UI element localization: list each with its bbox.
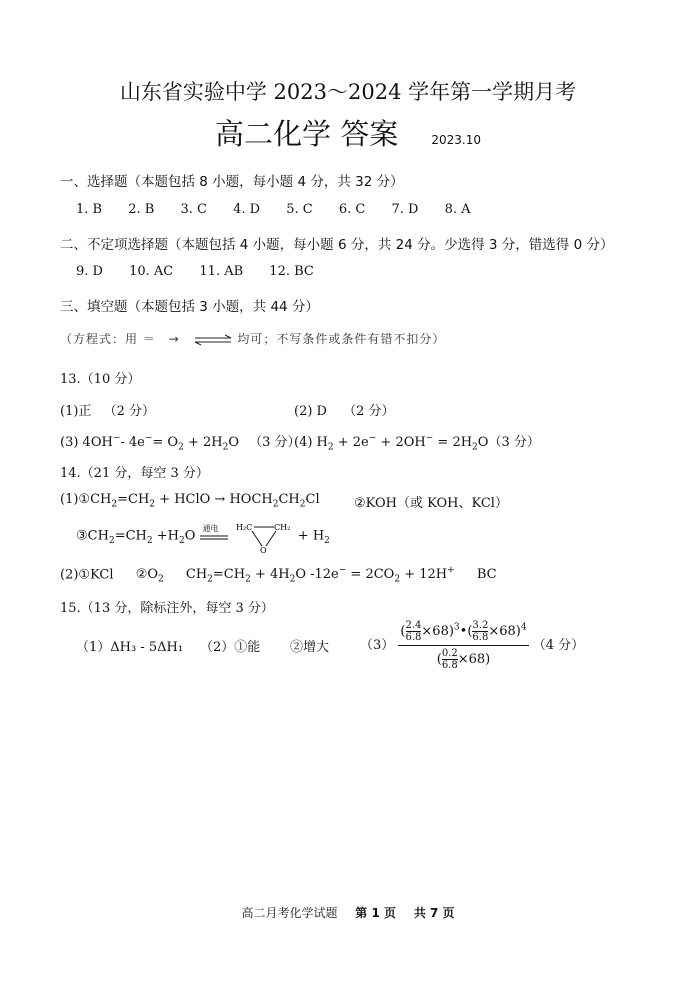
- q13-answer3: (3) 4OH−- $4e^-= O_2 + 2H_2O$ （3 分）: [60, 433, 301, 453]
- answer-item: 4. D: [233, 202, 261, 217]
- answer-item: 2. B: [128, 202, 155, 217]
- q15-answer1: （1）ΔH₃ - 5ΔH₁: [76, 640, 184, 655]
- svg-text:CH₂: CH₂: [273, 523, 290, 532]
- answer-item: 11. AB: [199, 264, 244, 279]
- q14-heading: 14.（21 分，每空 3 分）: [60, 466, 209, 481]
- epoxide-structure-icon: [234, 518, 294, 554]
- arrow-icon: [200, 527, 230, 545]
- answer-item: 6. C: [338, 202, 366, 217]
- single-arrow-icon: →: [168, 332, 180, 346]
- page-number: 第 1 页: [355, 906, 396, 920]
- q14-answer1-3: $③CH_2=CH_2 +H_2O$ 通电 H₂C CH₂ O + $H_2$: [76, 518, 330, 554]
- section2-answers: [76, 264, 336, 279]
- page-total: 共 7 页: [413, 906, 455, 920]
- answer-item: 9. D: [76, 264, 103, 279]
- svg-text:H₂C: H₂C: [235, 523, 252, 532]
- answer-item: 7. D: [391, 202, 419, 217]
- section2-heading: 二、不定项选择题（本题包括 4 小题，每小题 6 分，共 24 分。少选得 3 分，错选得 0 分）: [60, 237, 614, 253]
- q15-answer2: （2）①能: [200, 640, 261, 655]
- q15-answer3: ②增大: [290, 640, 330, 655]
- title-row: [0, 112, 696, 153]
- exam-date: 2023.10: [431, 133, 481, 147]
- electrolysis-arrow: 通电: [200, 527, 230, 545]
- section1-answers: [76, 202, 493, 217]
- answer-item: 12. BC: [269, 264, 314, 279]
- school-title: 山东省实验中学 2023～2024 学年第一学期月考: [119, 80, 577, 104]
- answer-item: 1. B: [76, 202, 103, 217]
- answer-item: 10. AC: [129, 264, 174, 279]
- answer-item: 5. C: [286, 202, 313, 217]
- q15-heading: 15.（13 分，除标注外，每空 3 分）: [60, 601, 274, 616]
- answer-item: 3. C: [180, 202, 207, 217]
- q13-answer1: (1)正 （2 分）: [60, 404, 155, 419]
- equilibrium-constant-fraction: ( $\frac{2.4}{6.8}\times 68)^3•$( $\frac{3.2}{6.8}\times 68)^4$ ( $\frac{0.2}{6.8}\times 68$): [400, 620, 527, 671]
- answer-item: 8. A: [444, 202, 471, 217]
- q13-answer2: (2) D （2 分）: [294, 404, 395, 419]
- svg-text:O: O: [259, 546, 267, 554]
- page-title: 高二化学 答案: [215, 117, 399, 151]
- page-footer: 高二月考化学试题 第 1 页 共 7 页: [241, 906, 455, 920]
- q14-answer2: (2)①KCl $②O_2$ $CH_2=CH_2 + 4H_2O$ $-12e^- = 2CO_2 + 12H^+$ BC: [60, 566, 497, 585]
- reversible-arrow-icon: [193, 334, 233, 346]
- section1-heading: 一、选择题（本题包括 8 小题，每小题 4 分，共 32 分）: [60, 174, 404, 190]
- q14-answer1-1: $(1)①CH_2=CH_2$ + HClO → $HOCH_2CH_2Cl$: [60, 492, 320, 510]
- equation-note: （方程式：用 ＝ → 均可；不写条件或条件有错不扣分）: [60, 332, 446, 346]
- q13-answer4: (4) $H_2 + 2e^- + 2OH^- = 2H_2O(3$ 分）: [294, 433, 540, 453]
- section3-heading: 三、填空题（本题包括 3 小题，共 44 分）: [60, 299, 319, 315]
- q13-heading: 13.（10 分）: [60, 372, 141, 387]
- q14-answer1-2: ②KOH（或 KOH、KCl）: [354, 496, 508, 511]
- q15-answer4: （3） ( $\frac{2.4}{6.8}\times 68)^3•$( $\frac{3.2}{6.8}\times 68)^4$ ( $\frac{0.2}{6.8}\times 68$) （4 分）: [360, 620, 585, 671]
